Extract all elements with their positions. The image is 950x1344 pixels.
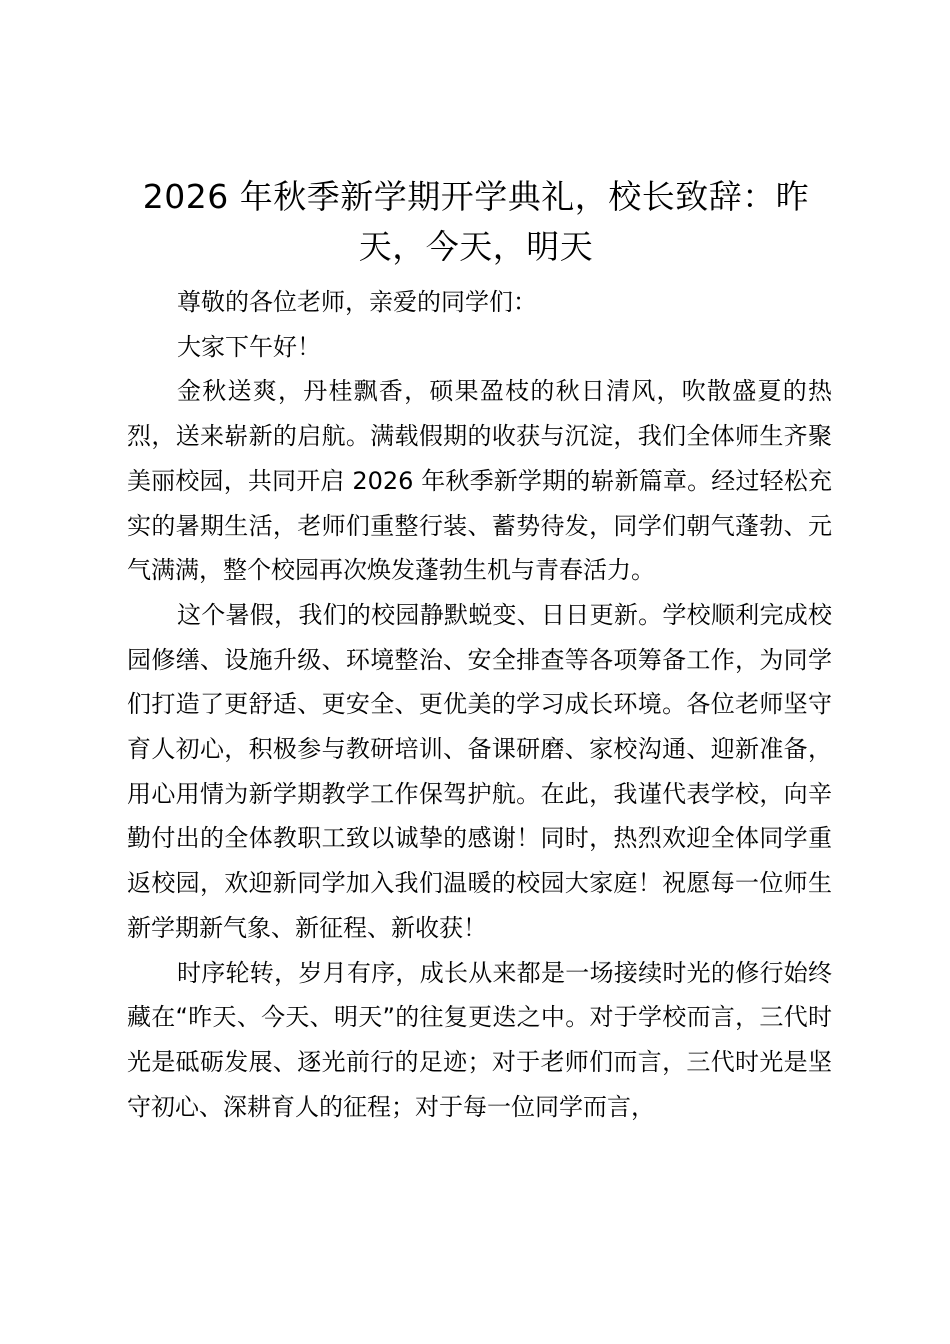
document-body <box>127 280 832 1129</box>
body-paragraph: 这个暑假，我们的校园静默蜕变、日日更新。学校顺利完成校园修缮、设施升级、环境整治、安全排查等各项筹备工作，为同学们打造了更舒适、更安全、更优美的学习成长环境。各位老师坚守育人初心，积极参与教研培训、备课研磨、家校沟通、迎新准备，用心用情为新学期教学工作保驾护航。在此，我谨代表学校，向辛勤付出的全体教职工致以诚挚的感谢！同时，热烈欢迎全体同学重返校园，欢迎新同学加入我们温暖的校园大家庭！祝愿每一位师生新学期新气象、新征程、新收获！ <box>127 600 832 942</box>
body-paragraph: 时序轮转，岁月有序，成长从来都是一场接续时光的修行始终藏在“昨天、今天、明天”的往复更迭之中。对于学校而言，三代时光是砥砺发展、逐光前行的足迹；对于老师们而言，三代时光是坚守初心、深耕育人的征程；对于每一位同学而言， <box>127 958 832 1121</box>
body-paragraph: 金秋送爽，丹桂飘香，硕果盈枝的秋日清风，吹散盛夏的热烈，送来崭新的启航。满载假期的收获与沉淀，我们全体师生齐聚美丽校园，共同开启 2026 年秋季新学期的崭新篇章。经过轻松充实的暑期生活，老师们重整行装、蓄势待发，同学们朝气蓬勃、元气满满，整个校园再次焕发蓬勃生机与青春活力。 <box>127 377 832 585</box>
greeting-paragraph: 大家下午好！ <box>177 332 321 361</box>
document-title: 2026 年秋季新学期开学典礼，校长致辞：昨天，今天，明天 <box>142 177 810 266</box>
salutation-paragraph: 尊敬的各位老师，亲爱的同学们： <box>177 288 537 316</box>
